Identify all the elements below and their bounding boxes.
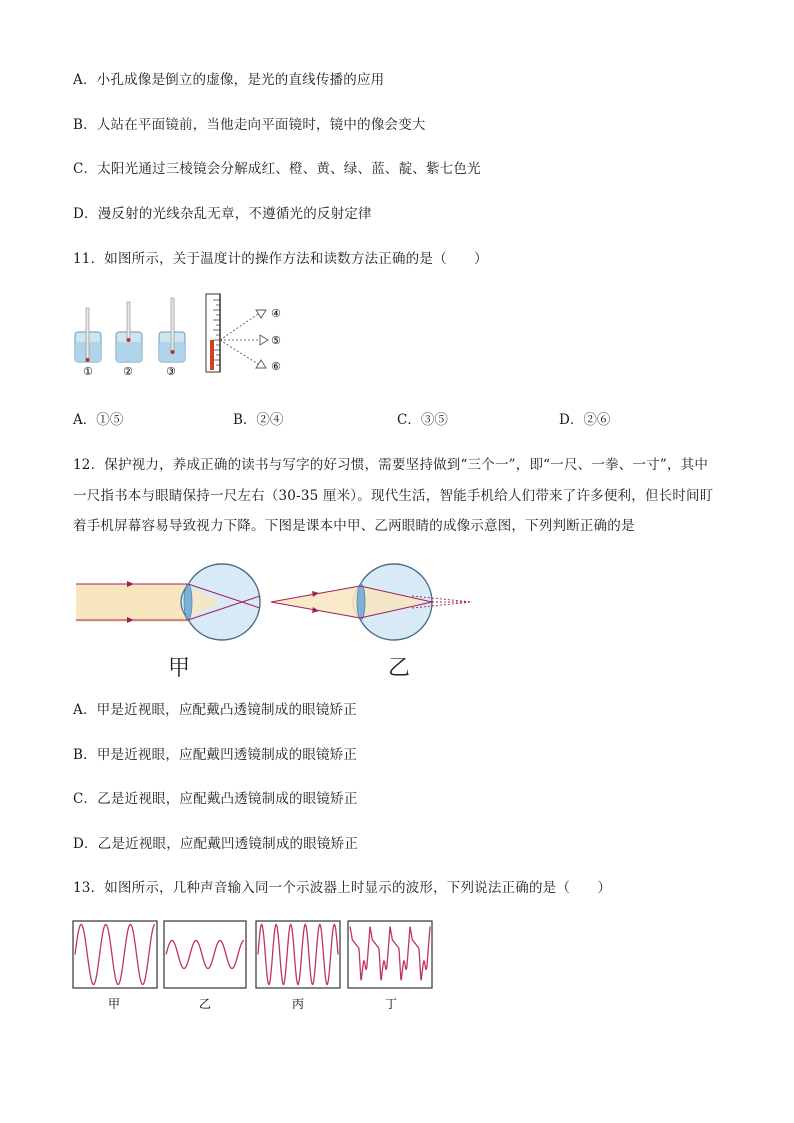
q12-option-c: C．乙是近视眼，应配戴凸透镜制成的眼镜矫正: [73, 791, 358, 807]
q12-stem-line-2: 一尺指书本与眼睛保持一尺左右（30-35 厘米）。现代生活，智能手机给人们带来了许多便利，但长时间盯: [73, 488, 714, 504]
q10-option-d: D．漫反射的光线杂乱无章，不遵循光的反射定律: [73, 206, 372, 222]
beaker-3: [159, 298, 185, 378]
q10-option-c: C．太阳光通过三棱镜会分解成红、橙、黄、绿、蓝、靛、紫七色光: [73, 161, 481, 177]
beaker-2: [116, 302, 142, 378]
eye-yi: [271, 564, 472, 681]
q13-stem: 13．如图所示，几种声音输入同一个示波器上时显示的波形，下列说法正确的是（ ）: [73, 880, 612, 896]
q10-option-a: A．小孔成像是倒立的虚像，是光的直线传播的应用: [73, 72, 385, 88]
beaker-2-label: ②: [123, 365, 133, 378]
q10-option-b: B．人站在平面镜前，当他走向平面镜时，镜中的像会变大: [73, 117, 426, 133]
eye-4-icon: [256, 307, 281, 320]
q11-option-d: D．②⑥: [559, 412, 611, 428]
thermometer-scale: [206, 294, 220, 372]
wave-panel-jia: [73, 921, 157, 1011]
q12-option-b: B．甲是近视眼，应配戴凹透镜制成的眼镜矫正: [73, 747, 358, 763]
eye-5-icon: [260, 334, 281, 347]
eye-jia: [76, 564, 260, 681]
beaker-1-label: ①: [83, 365, 93, 378]
eye-jia-label: 甲: [168, 656, 191, 681]
wave-panel-ding: [348, 921, 432, 1011]
q12-stem-line-1: 12．保护视力，养成正确的读书与写字的好习惯，需要坚持做到“三个一”，即“一尺、一拳、一寸”，其中: [73, 457, 709, 473]
wave-jia-label: 甲: [108, 997, 121, 1011]
wave-panel-yi: [164, 921, 246, 1011]
q11-option-b: B．②④: [233, 412, 284, 428]
eye-6-label: ⑥: [271, 360, 281, 373]
eye-yi-label: 乙: [388, 656, 411, 681]
eye-6-icon: [256, 360, 281, 373]
beaker-3-label: ③: [166, 365, 176, 378]
thermometer-figure: [70, 290, 300, 380]
wave-ding-label: 丁: [385, 997, 398, 1011]
q12-option-d: D．乙是近视眼，应配戴凹透镜制成的眼镜矫正: [73, 836, 359, 852]
waveform-figure: [72, 918, 442, 1018]
beaker-1: [75, 308, 101, 378]
q11-stem: 11．如图所示，关于温度计的操作方法和读数方法正确的是（ ）: [73, 251, 488, 267]
eye-5-label: ⑤: [271, 334, 281, 347]
eye-4-label: ④: [271, 307, 281, 320]
q12-stem-line-3: 着手机屏幕容易导致视力下降。下图是课本中甲、乙两眼睛的成像示意图，下列判断正确的是: [73, 518, 635, 534]
wave-panel-bing: [256, 921, 340, 1011]
q11-option-c: C．③⑤: [397, 412, 448, 428]
q11-option-a: A．①⑤: [73, 412, 124, 428]
q11-options: [73, 408, 713, 426]
wave-bing-label: 丙: [292, 997, 305, 1011]
eye-diagram: [72, 550, 482, 685]
q12-option-a: A．甲是近视眼，应配戴凸透镜制成的眼镜矫正: [73, 702, 357, 718]
wave-yi-label: 乙: [199, 997, 212, 1011]
